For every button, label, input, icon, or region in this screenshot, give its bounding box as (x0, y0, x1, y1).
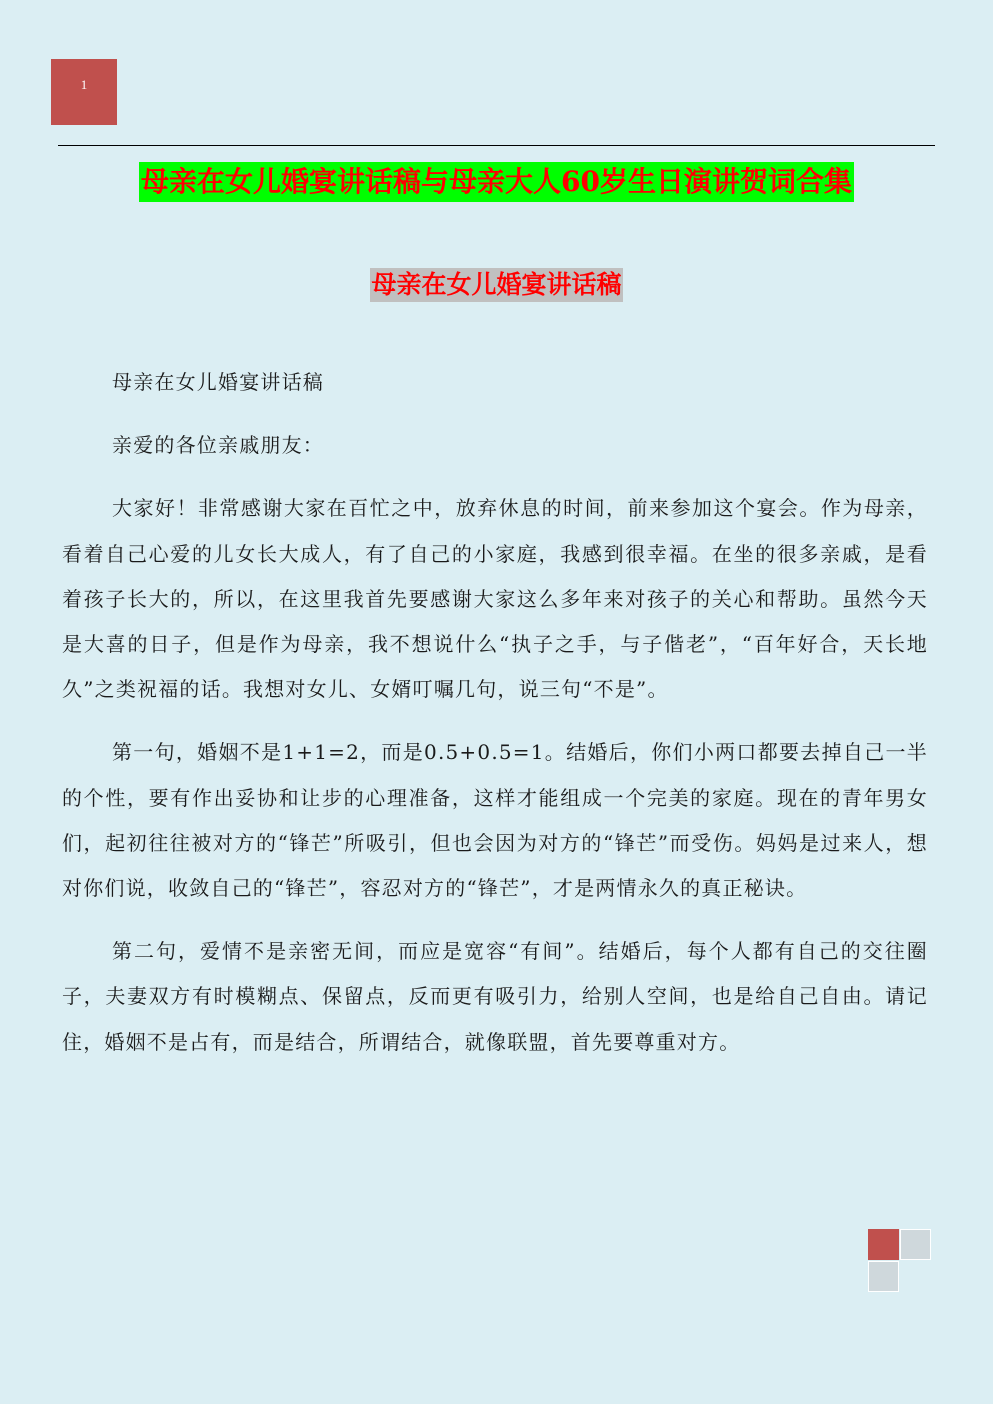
document-body (62, 360, 928, 1083)
corner-decoration-red-square (868, 1229, 899, 1260)
paragraph-heading: 母亲在女儿婚宴讲话稿 (112, 370, 324, 394)
page-number: 1 (80, 77, 88, 92)
page-number-badge (51, 59, 117, 125)
paragraph-greeting: 亲爱的各位亲戚朋友： (112, 433, 324, 458)
corner-decoration-grey-square (868, 1261, 899, 1292)
main-title-container (0, 162, 993, 202)
paragraph-second-point: 第二句，爱情不是亲密无间，而应是宽容“有间”。结婚后，每个人都有自己的交往圈子，夫妻双方有时模糊点、保留点，反而更有吸引力，给别人空间，也是给自己自由。请记住，婚姻不是占有，而是结合，所谓结合，就像联盟，首先要尊重对方。 (62, 939, 928, 1054)
paragraph-intro: 大家好！非常感谢大家在百忙之中，放弃休息的时间，前来参加这个宴会。作为母亲，看着自己心爱的儿女长大成人，有了自己的小家庭，我感到很幸福。在坐的很多亲戚，是看着孩子长大的，所以，在这里我首先要感谢大家这么多年来对孩子的关心和帮助。虽然今天是大喜的日子，但是作为母亲，我不想说什么“执子之手，与子偕老”，“百年好合，天长地久”之类祝福的话。我想对女儿、女婿叮嘱几句，说三句“不是”。 (62, 496, 928, 702)
paragraph-first-point: 第一句，婚姻不是1+1=2，而是0.5+0.5=1。结婚后，你们小两口都要去掉自己一半的个性，要有作出妥协和让步的心理准备，这样才能组成一个完美的家庭。现在的青年男女们，起初往往被对方的“锋芒”所吸引，但也会因为对方的“锋芒”而受伤。妈妈是过来人，想对你们说，收敛自己的“锋芒”，容忍对方的“锋芒”，才是两情永久的真正秘诀。 (62, 740, 928, 901)
main-title: 母亲在女儿婚宴讲话稿与母亲大人60岁生日演讲贺词合集 (139, 162, 854, 202)
header-divider (58, 145, 935, 146)
corner-decoration-grey-square (900, 1229, 931, 1260)
sub-title: 母亲在女儿婚宴讲话稿 (370, 268, 622, 302)
sub-title-container (0, 268, 993, 302)
